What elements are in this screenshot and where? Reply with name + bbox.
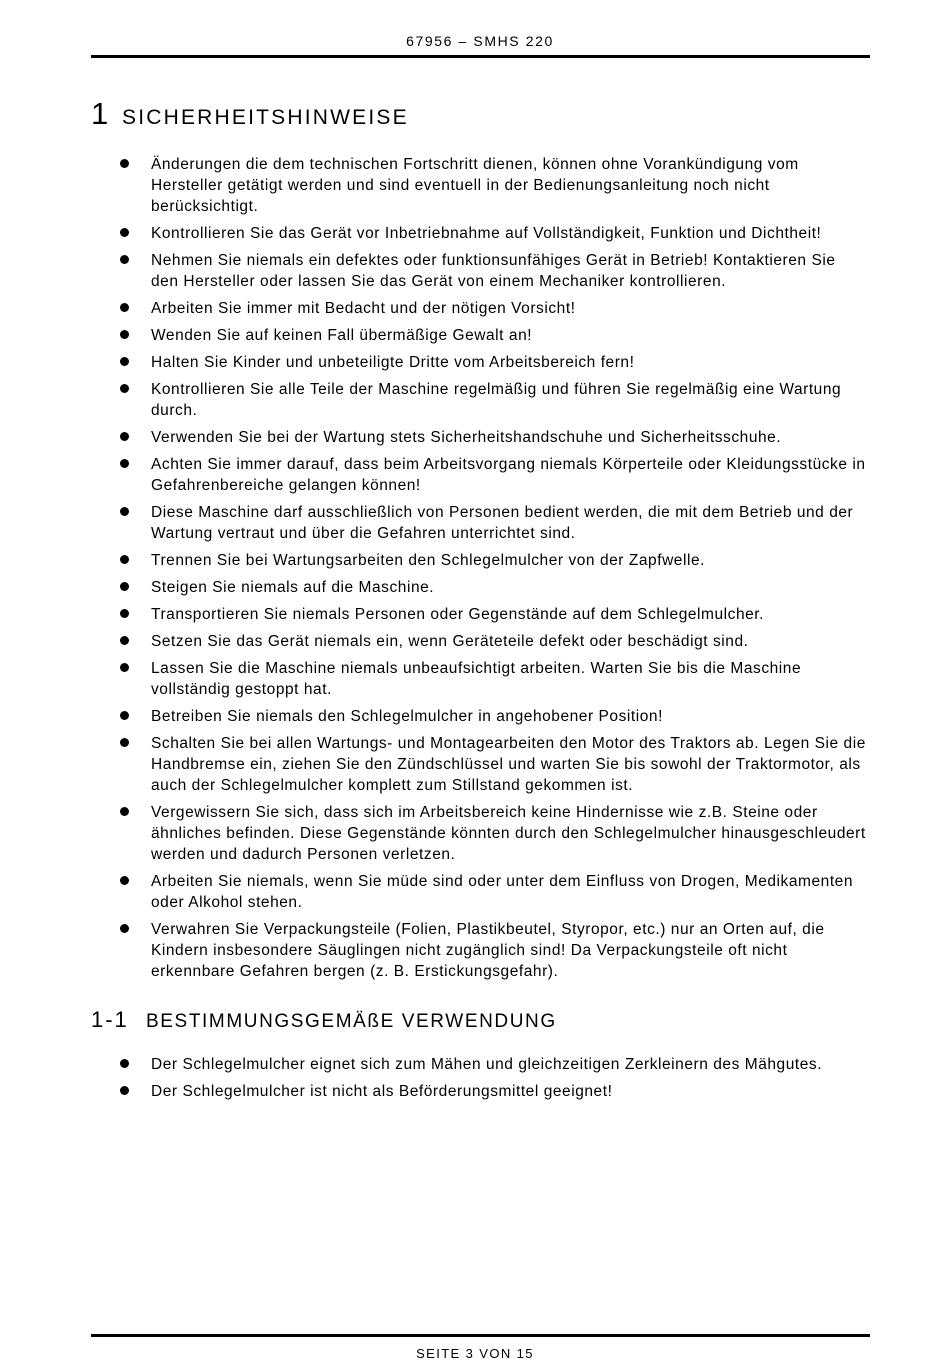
bullet-icon — [120, 384, 129, 393]
bullet-icon — [120, 924, 129, 933]
list-item-text: Transportieren Sie niemals Personen oder Gegenstände auf dem Schlegelmulcher. — [151, 606, 765, 623]
list-item-text: Verwenden Sie bei der Wartung stets Sicherheitshandschuhe und Sicherheitsschuhe. — [151, 429, 782, 446]
list-item-text: Arbeiten Sie immer mit Bedacht und der nötigen Vorsicht! — [151, 300, 576, 317]
bullet-icon — [120, 609, 129, 618]
intended-use-list — [91, 1054, 866, 1102]
subsection-heading-verwendung — [91, 1007, 866, 1033]
page-footer: SEITE 3 VON 15 — [416, 1346, 534, 1361]
list-item — [91, 298, 866, 319]
list-item-text: Trennen Sie bei Wartungsarbeiten den Schlegelmulcher von der Zapfwelle. — [151, 552, 705, 569]
bullet-icon — [120, 738, 129, 747]
bullet-icon — [120, 555, 129, 564]
page-header: 67956 – SMHS 220 — [406, 33, 554, 49]
list-item-text: Halten Sie Kinder und unbeteiligte Dritte vom Arbeitsbereich fern! — [151, 354, 635, 371]
list-item-text: Kontrollieren Sie das Gerät vor Inbetriebnahme auf Vollständigkeit, Funktion und Dichtheit! — [151, 225, 822, 242]
list-item-text: Achten Sie immer darauf, dass beim Arbeitsvorgang niemals Körperteile oder Kleidungsstücke in Gefahrenbereiche gelangen können! — [151, 456, 866, 494]
section-number: 1 — [91, 96, 109, 131]
list-item-text: Betreiben Sie niemals den Schlegelmulcher in angehobener Position! — [151, 708, 663, 725]
list-item — [91, 706, 866, 727]
section-title: SICHERHEITSHINWEISE — [122, 106, 409, 129]
list-item — [91, 733, 866, 796]
list-item-text: Wenden Sie auf keinen Fall übermäßige Gewalt an! — [151, 327, 533, 344]
list-item — [91, 325, 866, 346]
list-item — [91, 871, 866, 913]
bullet-icon — [120, 507, 129, 516]
list-item — [91, 379, 866, 421]
bullet-icon — [120, 636, 129, 645]
bullet-icon — [120, 228, 129, 237]
list-item-text: Steigen Sie niemals auf die Maschine. — [151, 579, 435, 596]
list-item — [91, 223, 866, 244]
bullet-icon — [120, 357, 129, 366]
list-item — [91, 658, 866, 700]
list-item-text: Der Schlegelmulcher ist nicht als Beförderungsmittel geeignet! — [151, 1083, 613, 1100]
footer-rule — [91, 1334, 870, 1337]
subsection-title: BESTIMMUNGSGEMÄßE VERWENDUNG — [146, 1011, 557, 1032]
list-item — [91, 1054, 866, 1075]
list-item — [91, 550, 866, 571]
list-item — [91, 427, 866, 448]
list-item — [91, 250, 866, 292]
bullet-icon — [120, 1086, 129, 1095]
list-item-text: Nehmen Sie niemals ein defektes oder funktionsunfähiges Gerät in Betrieb! Kontaktieren Sie den Hersteller oder lassen Sie das Gerät von einem Mechaniker kontrollieren. — [151, 252, 836, 290]
document-body — [91, 96, 866, 1108]
list-item-text: Verwahren Sie Verpackungsteile (Folien, Plastikbeutel, Styropor, etc.) nur an Orten auf, die Kindern insbesondere Säuglingen nicht zugänglich sind! Da Verpackungsteile oft nicht erkennbare Gefahren bergen (z. B. Erstickungsgefahr). — [151, 921, 825, 980]
list-item — [91, 802, 866, 865]
list-item — [91, 454, 866, 496]
list-item — [91, 1081, 866, 1102]
bullet-icon — [120, 159, 129, 168]
bullet-icon — [120, 663, 129, 672]
list-item-text: Setzen Sie das Gerät niemals ein, wenn Geräteteile defekt oder beschädigt sind. — [151, 633, 749, 650]
safety-instructions-list — [91, 154, 866, 982]
bullet-icon — [120, 807, 129, 816]
list-item-text: Vergewissern Sie sich, dass sich im Arbeitsbereich keine Hindernisse wie z.B. Steine oder ähnliches befinden. Diese Gegenstände könnten durch den Schlegelmulcher hinausgeschleudert werden und dadurch Personen verletzen. — [151, 804, 866, 863]
list-item — [91, 604, 866, 625]
list-item — [91, 154, 866, 217]
bullet-icon — [120, 330, 129, 339]
section-heading-sicherheitshinweise — [91, 96, 866, 132]
bullet-icon — [120, 432, 129, 441]
bullet-icon — [120, 303, 129, 312]
list-item-text: Lassen Sie die Maschine niemals unbeaufsichtigt arbeiten. Warten Sie bis die Maschine vollständig gestoppt hat. — [151, 660, 802, 698]
list-item — [91, 577, 866, 598]
list-item — [91, 502, 866, 544]
list-item-text: Diese Maschine darf ausschließlich von Personen bedient werden, die mit dem Betrieb und der Wartung vertraut und über die Gefahren unterrichtet sind. — [151, 504, 854, 542]
list-item-text: Arbeiten Sie niemals, wenn Sie müde sind oder unter dem Einfluss von Drogen, Medikamenten oder Alkohol stehen. — [151, 873, 854, 911]
list-item-text: Änderungen die dem technischen Fortschritt dienen, können ohne Vorankündigung vom Hersteller getätigt werden und sind eventuell in der Bedienungsanleitung noch nicht berücksichtigt. — [151, 156, 799, 215]
bullet-icon — [120, 582, 129, 591]
bullet-icon — [120, 459, 129, 468]
bullet-icon — [120, 876, 129, 885]
list-item-text: Kontrollieren Sie alle Teile der Maschine regelmäßig und führen Sie regelmäßig eine Wartung durch. — [151, 381, 842, 419]
list-item-text: Schalten Sie bei allen Wartungs- und Montagearbeiten den Motor des Traktors ab. Legen Sie die Handbremse ein, ziehen Sie den Zündschlüssel und warten Sie bis sowohl der Traktormotor, als auch der Schlegelmulcher komplett zum Stillstand gekommen ist. — [151, 735, 866, 794]
subsection-number: 1-1 — [91, 1007, 129, 1032]
list-item — [91, 352, 866, 373]
list-item-text: Der Schlegelmulcher eignet sich zum Mähen und gleichzeitigen Zerkleinern des Mähgutes. — [151, 1056, 823, 1073]
list-item — [91, 919, 866, 982]
list-item — [91, 631, 866, 652]
bullet-icon — [120, 255, 129, 264]
bullet-icon — [120, 711, 129, 720]
bullet-icon — [120, 1059, 129, 1068]
header-rule — [91, 55, 870, 58]
